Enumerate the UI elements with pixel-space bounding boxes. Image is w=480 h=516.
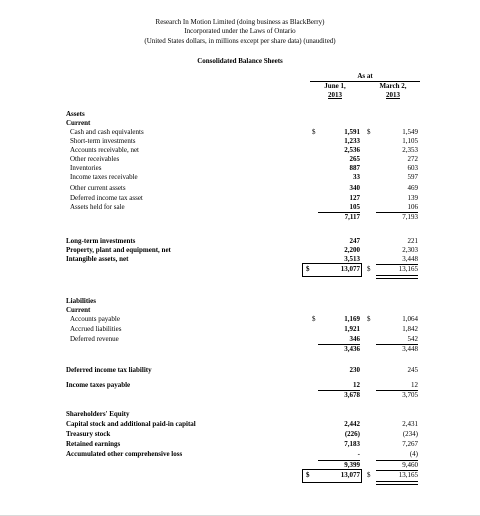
row-label: Deferred income tax asset [70, 194, 143, 202]
currency-symbol: $ [306, 265, 310, 273]
row-value-2013-jun: 2,442 [344, 420, 360, 428]
row-value-2013-mar: 7,267 [402, 440, 418, 448]
row-value-2013-jun: 346 [349, 335, 360, 343]
total-equity-jun: 9,399 [344, 461, 360, 469]
row-value-2013-mar: 2,431 [402, 420, 418, 428]
equity-heading: Shareholders' Equity [66, 410, 130, 418]
col1-header-year: 2013 [328, 91, 342, 99]
row-value-2013-jun: (226) [344, 430, 360, 438]
row-value-2013-jun: 33 [353, 173, 360, 181]
assets-current-heading: Current [66, 119, 91, 127]
row-value-2013-jun: 7,183 [344, 440, 360, 448]
row-value-2013-mar: 597 [407, 173, 418, 181]
total-liabilities-equity-jun: 13,077 [340, 471, 360, 479]
row-value-2013-mar: 603 [407, 164, 418, 172]
row-value-2013-mar: 106 [407, 203, 418, 211]
row-value-2013-jun: 105 [349, 203, 360, 211]
row-value-2013-jun: 127 [349, 194, 360, 202]
row-value-2013-jun: 247 [349, 237, 360, 245]
col1-header-date: June 1, [324, 82, 346, 90]
row-value-2013-jun: 1,169 [344, 315, 360, 323]
row-value-2013-mar: 1,064 [402, 315, 418, 323]
row-label: Accumulated other comprehensive loss [66, 450, 183, 458]
total-liabilities-mar: 3,705 [402, 391, 418, 399]
row-label: Long-term investments [66, 237, 136, 245]
row-value-2013-mar: 1,549 [402, 128, 418, 136]
row-label: Assets held for sale [70, 203, 125, 211]
liabilities-heading: Liabilities [66, 297, 96, 305]
total-assets-jun: 13,077 [340, 265, 360, 273]
company-name: Research In Motion Limited (doing business as BlackBerry) [155, 18, 325, 26]
currency-symbol: $ [367, 315, 371, 323]
row-value-2013-mar: 245 [407, 366, 418, 374]
row-value-2013-jun: 2,536 [344, 146, 360, 154]
current-assets-total-jun: 7,117 [344, 213, 360, 221]
total-assets-mar: 13,165 [398, 265, 418, 273]
row-label: Property, plant and equipment, net [66, 246, 171, 254]
currency-symbol: $ [312, 315, 316, 323]
row-value-2013-jun: 1,591 [344, 128, 360, 136]
page-title: Consolidated Balance Sheets [197, 57, 283, 65]
double-rule [376, 275, 418, 279]
total-equity-mar: 9,460 [402, 461, 418, 469]
row-label: Treasury stock [66, 430, 111, 438]
row-label: Accounts receivable, net [70, 146, 139, 154]
row-label: Other current assets [70, 184, 126, 192]
row-label: Deferred revenue [70, 335, 119, 343]
row-value-2013-mar: 3,448 [402, 255, 418, 263]
row-value-2013-mar: 12 [411, 381, 418, 389]
row-label: Income taxes payable [66, 381, 131, 389]
row-value-2013-jun: 265 [349, 155, 360, 163]
row-value-2013-jun: 340 [349, 184, 360, 192]
row-value-2013-jun: 1,921 [344, 325, 360, 333]
row-value-2013-jun: 12 [353, 381, 360, 389]
row-label: Accounts payable [70, 315, 120, 323]
currency-symbol: $ [367, 128, 371, 136]
currency-symbol: $ [367, 265, 371, 273]
currency-symbol: $ [367, 471, 371, 479]
row-label: Intangible assets, net [66, 255, 129, 263]
row-label: Short-term investments [70, 137, 136, 145]
row-value-2013-jun: 887 [349, 164, 360, 172]
row-label: Capital stock and additional paid-in capital [66, 420, 196, 428]
row-value-2013-mar: 139 [407, 194, 418, 202]
row-value-2013-mar: 1,842 [402, 325, 418, 333]
current-liabilities-total-jun: 3,436 [344, 345, 360, 353]
row-value-2013-mar: (234) [402, 430, 418, 438]
row-label: Cash and cash equivalents [70, 128, 144, 136]
row-value-2013-mar: 1,105 [402, 137, 418, 145]
row-value-2013-jun: 2,200 [344, 246, 360, 254]
row-value-2013-jun: 3,513 [344, 255, 360, 263]
row-value-2013-mar: 469 [407, 184, 418, 192]
row-value-2013-mar: 272 [407, 155, 418, 163]
total-liabilities-equity-mar: 13,165 [398, 471, 418, 479]
col2-header-date: March 2, [379, 82, 407, 90]
currency-symbol: $ [306, 471, 310, 479]
current-liabilities-total-mar: 3,448 [402, 345, 418, 353]
row-value-2013-jun: 230 [349, 366, 360, 374]
row-label: Deferred income tax liability [66, 366, 152, 374]
row-value-2013-mar: 2,353 [402, 146, 418, 154]
row-label: Retained earnings [66, 440, 121, 448]
row-label: Accrued liabilities [70, 325, 122, 333]
row-value-2013-mar: 542 [407, 335, 418, 343]
row-label: Other receivables [70, 155, 120, 163]
row-value-2013-mar: (4) [409, 450, 418, 458]
row-label: Income taxes receivable [70, 173, 138, 181]
liabilities-current-heading: Current [66, 306, 91, 314]
currency-symbol: $ [312, 128, 316, 136]
row-value-2013-mar: 221 [407, 237, 418, 245]
as-at-header: As at [357, 72, 373, 80]
incorporation-note: Incorporated under the Laws of Ontario [184, 27, 296, 35]
row-label: Inventories [70, 164, 102, 172]
row-value-2013-jun: - [357, 450, 360, 458]
current-assets-total-mar: 7,193 [402, 213, 418, 221]
assets-heading: Assets [66, 110, 85, 118]
row-value-2013-mar: 2,303 [402, 246, 418, 254]
total-liabilities-jun: 3,678 [344, 391, 360, 399]
currency-note: (United States dollars, in millions except per share data) (unaudited) [144, 37, 336, 45]
col2-header-year: 2013 [386, 91, 400, 99]
row-value-2013-jun: 1,233 [344, 137, 360, 145]
double-rule [376, 481, 418, 485]
